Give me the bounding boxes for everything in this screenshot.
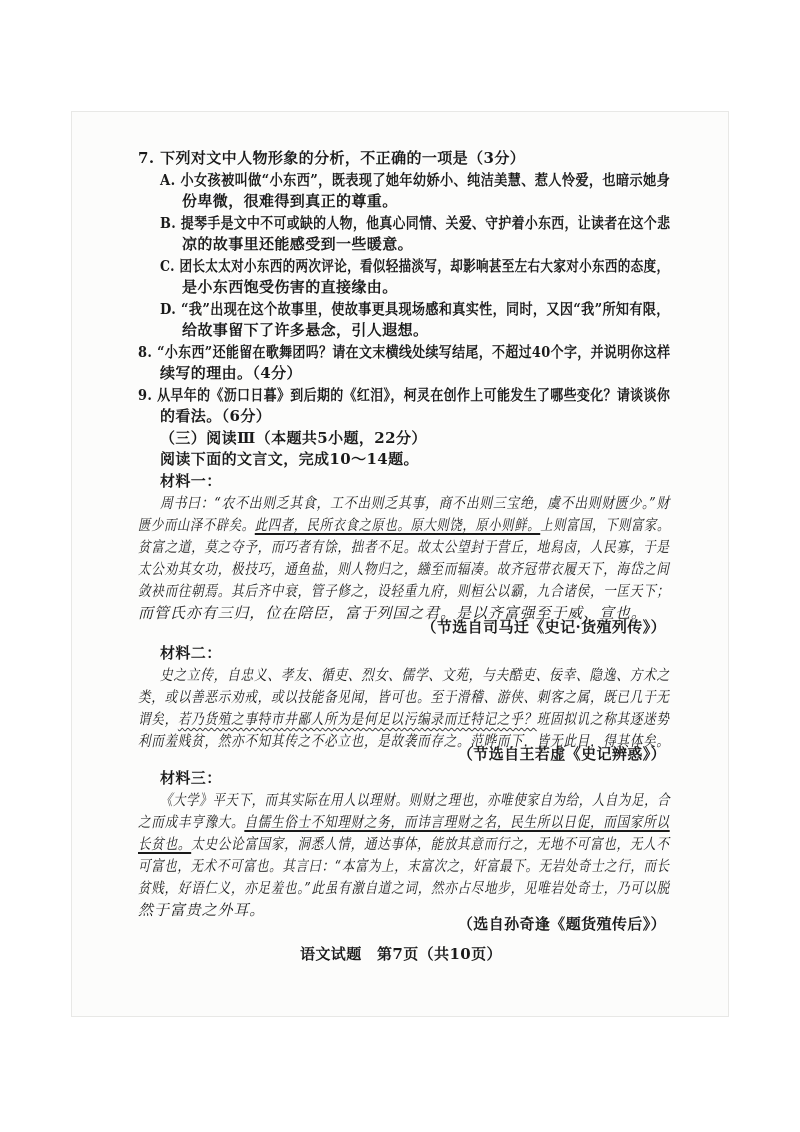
q9-line1: 9. 从早年的《沥口日暮》到后期的《红泪》，柯灵在创作上可能发生了哪些变化？请谈谈你 [138, 386, 671, 404]
material3-underlined-sentence-start: 自儒生俗士不知理财之务，而讳言理财之名，民生所以日促，而国家所以 [244, 813, 670, 831]
material1-label: 材料一： [160, 472, 222, 490]
material3-line4: 可富也，无术不可富也。其言曰：“本富为上，末富次之，奸富最下。无岩处奇士之行，而长 [138, 857, 670, 875]
q7-option-c-line1: C. 团长太太对小东西的两次评论，看似轻描淡写，却影响甚至左右大家对小东西的态度， [160, 257, 670, 275]
section-intro: 阅读下面的文言文，完成10～14题。 [160, 450, 419, 468]
q8-line2: 续写的理由。（4分） [160, 364, 302, 382]
material3-line6: 然于富贵之外耳。 [138, 901, 266, 919]
q7-option-a-line1: A. 小女孩被叫做“小东西”，既表现了她年幼娇小、纯洁美慧、惹人怜爱，也暗示她身 [160, 171, 671, 189]
material1-underlined-sentence: 此四者，民所衣食之原也。原大则饶，原小则鲜。 [254, 516, 541, 534]
material2-line1: 史之立传，自忠义、孝友、循吏、烈女、儒学、文苑，与夫酷吏、佞幸、隐逸、方术之 [160, 666, 670, 684]
q7-stem: 7. 下列对文中人物形象的分析，不正确的一项是（3分） [138, 149, 526, 167]
material3-line1: 《大学》平天下，而其实际在用人以理财。则财之理也，亦唯使家自为给，人自为足，合 [160, 791, 671, 809]
material3-line2 [138, 812, 670, 832]
material2-line3-part3: 班固拟讥之称其逐迷势 [536, 710, 670, 728]
q9-line2: 的看法。（6分） [160, 407, 272, 425]
material2-line3 [138, 709, 670, 729]
q7-option-c-line2: 是小东西饱受伤害的直接缘由。 [182, 278, 398, 296]
q7-option-b-line1: B. 提琴手是文中不可或缺的人物，他真心同情、关爱、守护着小东西，让读者在这个悲 [160, 214, 671, 232]
material3-line2-part1: 之而成丰亨豫大。 [138, 813, 245, 831]
material1-line6: 而管氏亦有三归，位在陪臣，富于列国之君。是以齐富强至于威、宣也。 [138, 604, 647, 622]
material1-source: （节选自司马迁《史记·货殖列传》） [421, 618, 666, 636]
q7-option-a-line2: 份卑微，很难得到真正的尊重。 [182, 192, 398, 210]
page-footer: 语文试题 第7页（共10页） [300, 945, 502, 963]
material3-line5: 贫贱，好语仁义，亦足羞也。”此虽有激自道之词，然亦占尽地步，见唯岩处奇士，乃可以脱 [138, 879, 670, 897]
material2-line3-part1: 谓矣， [138, 710, 178, 728]
material2-line4: 利而羞贱贫，然亦不知其传之不必立也，是故袭而存之。范晔而下，皆无此目，得其体矣。 [138, 732, 670, 750]
material1-line4: 太公劝其女功，极技巧，通鱼盐，则人物归之，繈至而辐凑。故齐冠带衣履天下，海岱之间 [138, 560, 670, 578]
q7-option-d-line2: 给故事留下了许多悬念，引人遐想。 [182, 321, 429, 339]
material1-line2-part3: 上则富国，下则富家。 [540, 516, 670, 534]
material3-label: 材料三： [160, 769, 222, 787]
material1-line2 [138, 515, 670, 535]
material2-wavy-underlined-sentence: 若乃货殖之事特市井鄙人所为是何足以污编录而迁特记之乎？ [177, 710, 537, 728]
material2-label: 材料二： [160, 644, 222, 662]
material3-line3-part2: 太史公论富国家，洞悉人情，通达事体，能放其意而行之，无地不可富也，无人不 [191, 835, 670, 853]
q7-option-d-line1: D. “我”出现在这个故事里，使故事更具现场感和真实性，同时，又因“我”所知有限， [160, 300, 670, 318]
material1-line1: 周书曰：“农不出则乏其食，工不出则乏其事，商不出则三宝绝，虞不出则财匮少。”财 [160, 494, 671, 512]
material3-source: （选自孙奇逢《题货殖传后》） [457, 915, 666, 933]
material2-source: （节选自王若虚《史记辨惑》） [457, 745, 666, 763]
material2-line2: 类，或以善恶示劝戒，或以技能备见闻，皆可也。至于滑稽、游侠、刺客之属，既已几于无 [138, 688, 670, 706]
material3-line3 [138, 834, 670, 854]
material1-line3: 贫富之道，莫之夺予，而巧者有馀，拙者不足。故太公望封于营丘，地舄卤，人民寡，于是 [138, 538, 670, 556]
material3-underlined-sentence-end: 长贫也。 [138, 835, 192, 853]
material1-line5: 敛袂而往朝焉。其后齐中衰，管子修之，设轻重九府，则桓公以霸，九合诸侯，一匡天下； [138, 582, 670, 600]
section-heading: （三）阅读Ⅲ（本题共5小题，22分） [160, 429, 427, 447]
material1-line2-part1: 匮少而山泽不辟矣。 [138, 516, 255, 534]
q8-line1: 8. “小东西”还能留在歌舞团吗？请在文末横线处续写结尾，不超过40个字，并说明你这样 [138, 343, 671, 361]
q7-option-b-line2: 凉的故事里还能感受到一些暖意。 [182, 235, 414, 253]
